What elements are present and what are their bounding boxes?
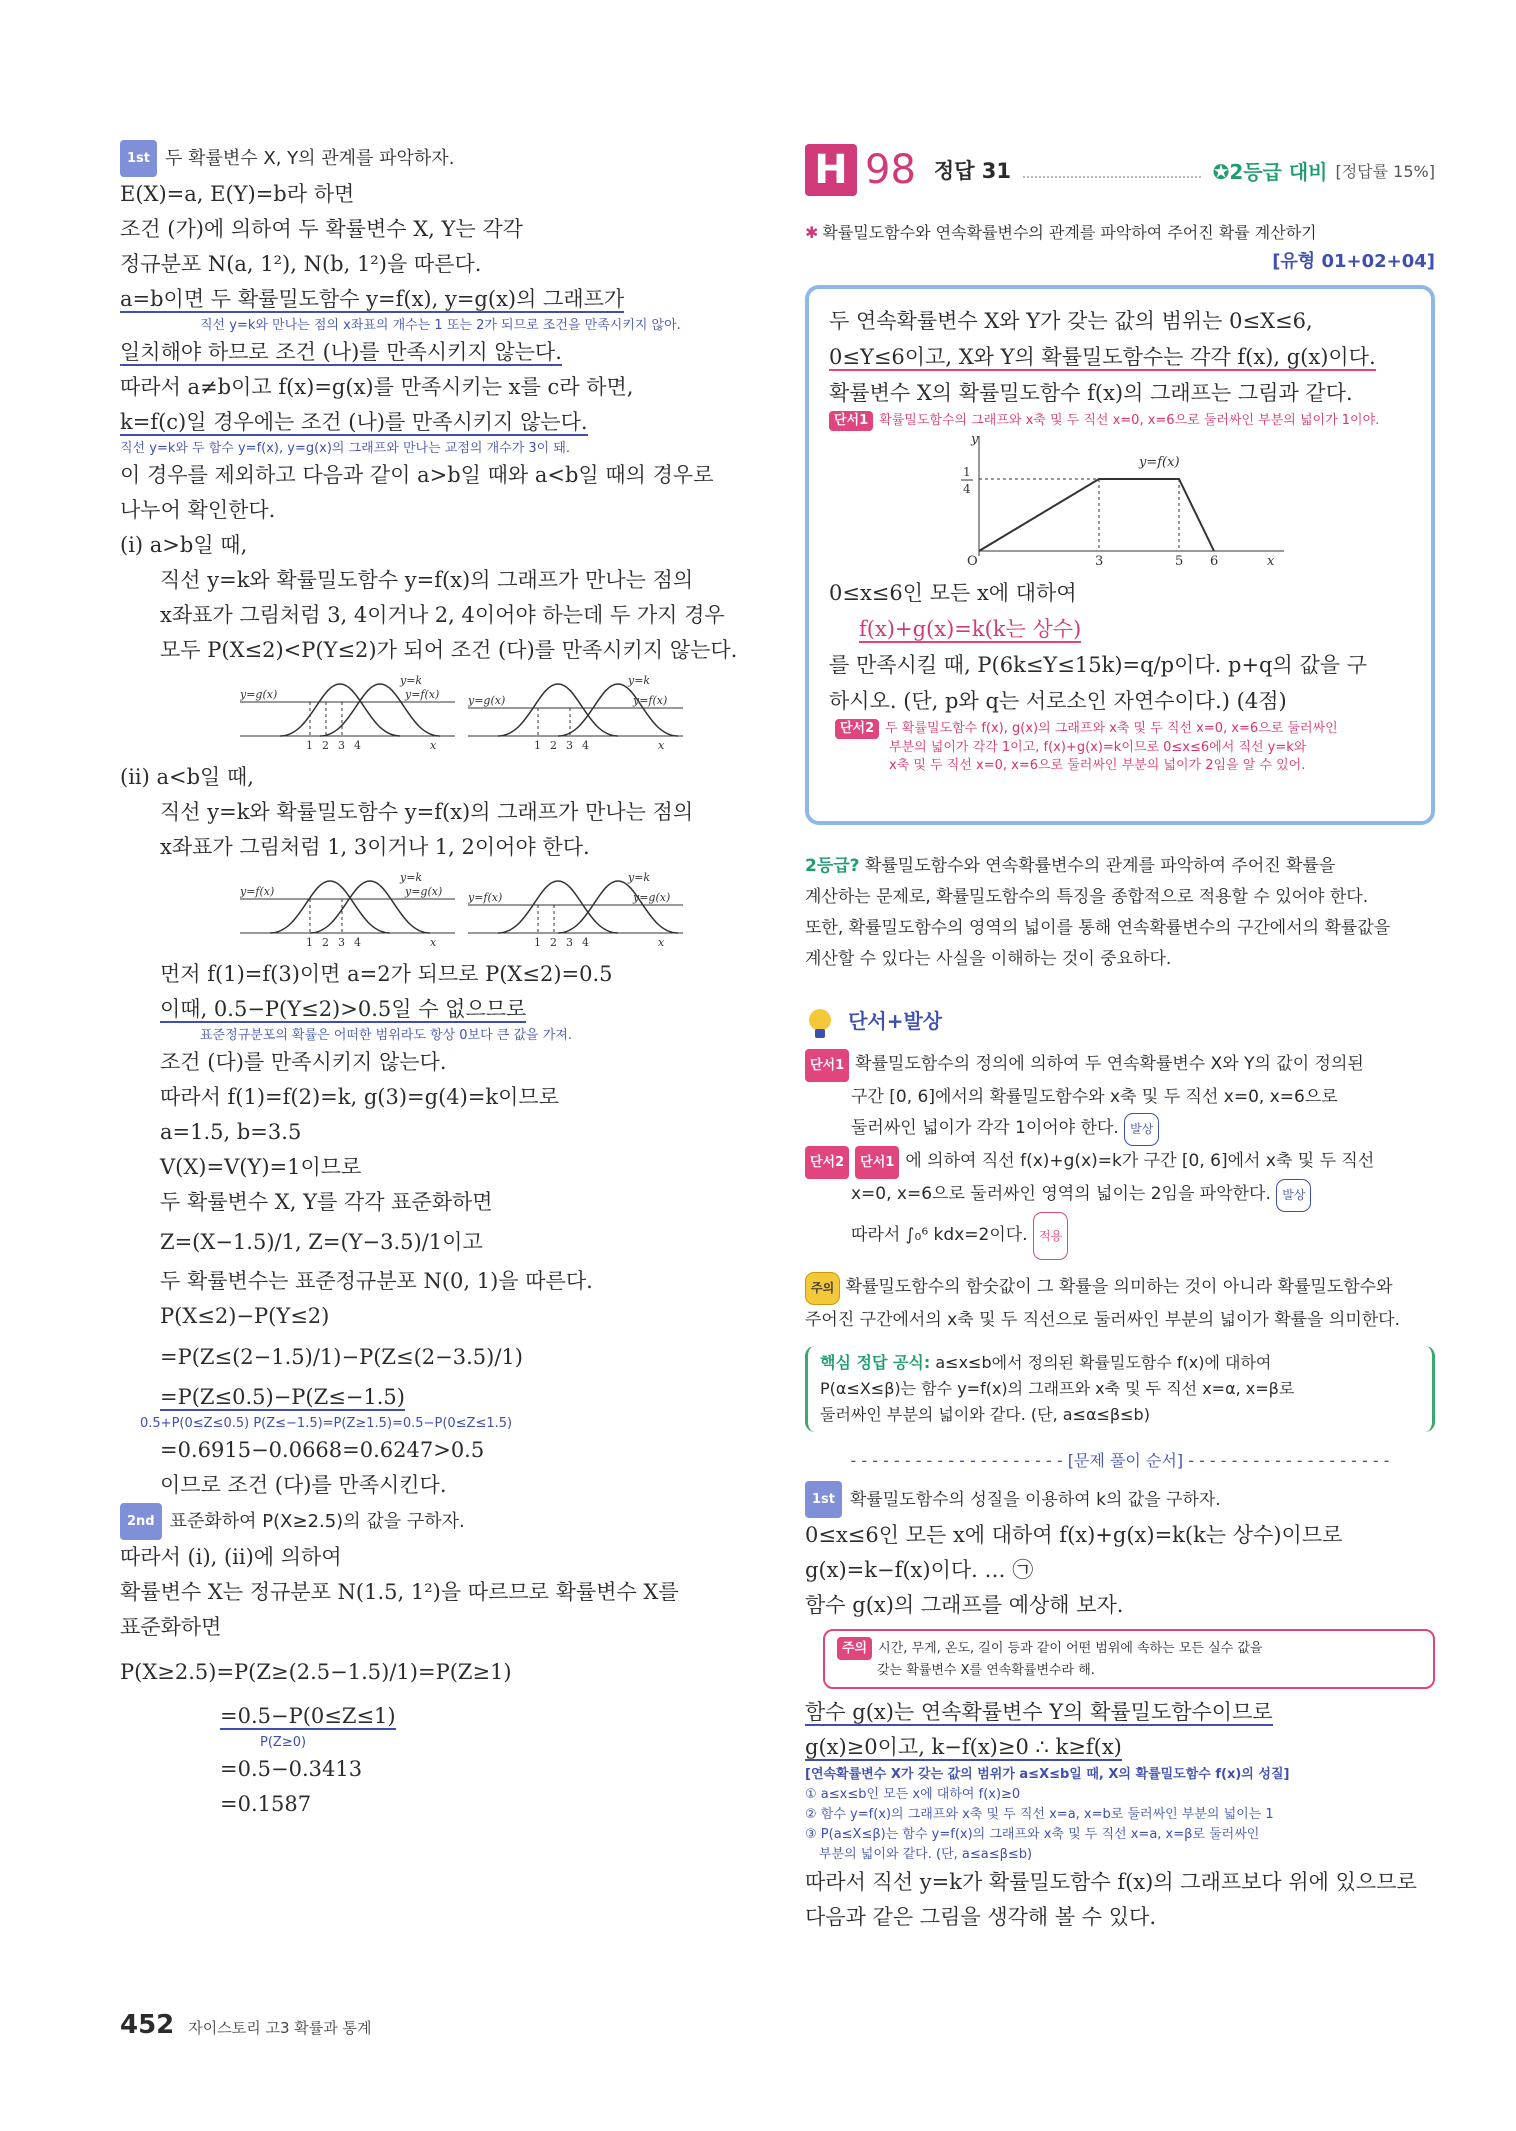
tick: 5 xyxy=(1175,554,1184,569)
tick: 2 xyxy=(322,936,329,949)
clue2-note: 단서2 두 확률밀도함수 f(x), g(x)의 그래프와 x축 및 두 직선 x=0, x=6으로 둘러싸인 xyxy=(829,719,1411,739)
problem-line: 를 만족시킬 때, P(6k≤Y≤15k)=q/p이다. p+q의 값을 구 xyxy=(829,653,1367,677)
grade-label: ✪2등급 대비 xyxy=(1212,159,1328,184)
why-grade2: 2등급? 확률밀도함수와 연속확률변수의 관계를 파악하여 주어진 확률을 xyxy=(805,856,1336,876)
line: 따라서 (i), (ii)에 의하여 xyxy=(120,1545,342,1569)
line: P(X≤2)−P(Y≤2) xyxy=(160,1304,330,1328)
graph-label-f: y=f(x) xyxy=(468,891,503,904)
property-line: ③ P(a≤X≤β)는 함수 y=f(x)의 그래프와 x축 및 두 직선 x=a, x=β로 둘러싸인 xyxy=(805,1826,1260,1842)
problem-topic: ✱ 확률밀도함수와 연속확률변수의 관계를 파악하여 주어진 확률 계산하기 xyxy=(805,223,1317,242)
hint1: 단서1 확률밀도함수의 정의에 의하여 두 연속확률변수 X와 Y의 값이 정의된 xyxy=(805,1049,1435,1082)
step1-heading: 1st 확률밀도함수의 성질을 이용하여 k의 값을 구하자. xyxy=(805,1481,1435,1518)
annotation: P(Z≥0) xyxy=(260,1735,307,1750)
axis-label: x xyxy=(1267,554,1275,569)
problem-line: 하시오. (단, p와 q는 서로소인 자연수이다.) (4점) xyxy=(829,689,1287,713)
line: g(x)≥0이고, k−f(x)≥0 ∴ k≥f(x) xyxy=(805,1734,1122,1759)
hint-heading: 단서+발상 xyxy=(805,1005,1435,1041)
origin: O xyxy=(967,554,978,569)
step2-tag: 2nd xyxy=(120,1503,162,1540)
tick: x xyxy=(430,739,437,752)
tick: 4 xyxy=(582,739,589,752)
accuracy-rate: [정답률 15%] xyxy=(1335,161,1435,181)
tick: 1 xyxy=(534,739,541,752)
line: =P(Z≤(2−1.5)/1)−P(Z≤(2−3.5)/1) xyxy=(160,1345,523,1369)
problem-box xyxy=(805,285,1435,825)
step2-heading: 2nd 표준화하여 P(X≥2.5)의 값을 구하자. xyxy=(120,1503,740,1540)
step1-heading: 1st 두 확률변수 X, Y의 관계를 파악하자. xyxy=(120,140,740,177)
line: x좌표가 그림처럼 3, 4이거나 2, 4이어야 하는데 두 가지 경우 xyxy=(160,603,725,627)
tick: 6 xyxy=(1210,554,1219,569)
case2-graphs xyxy=(120,871,740,951)
line: 정규분포 N(a, 1²), N(b, 1²)을 따른다. xyxy=(120,252,482,276)
tick: 4 xyxy=(354,739,361,752)
normal-curve-graph xyxy=(468,674,688,754)
line: =0.1587 xyxy=(220,1792,312,1816)
graph-label-k: y=k xyxy=(628,674,651,687)
key-line: 핵심 정답 공식: a≤x≤b에서 정의된 확률밀도함수 f(x)에 대하여 xyxy=(820,1352,1272,1372)
hint2: 단서2 단서1 에 의하여 직선 f(x)+g(x)=k가 구간 [0, 6]에서 x축 및 두 직선 xyxy=(805,1146,1435,1179)
caution-line: 주어진 구간에서의 x축 및 두 직선으로 둘러싸인 부분의 넓이가 확률을 의미한다. xyxy=(805,1309,1401,1330)
line: 나누어 확인한다. xyxy=(120,498,276,522)
graph-label-g: y=g(x) xyxy=(468,694,506,707)
normal-curve-graph xyxy=(468,871,688,951)
problem-number: 98 xyxy=(865,147,916,193)
axis-label: y xyxy=(971,432,979,447)
annotation: 표준정규분포의 확률은 어떠한 범위라도 항상 0보다 큰 값을 가져. xyxy=(200,1028,572,1043)
key-line: P(α≤X≤β)는 함수 y=f(x)의 그래프와 x축 및 두 직선 x=α, x=β로 xyxy=(820,1378,1295,1398)
line: k=f(c)일 경우에는 조건 (나)를 만족시키지 않는다. xyxy=(120,410,588,434)
problem-type: [유형 01+02+04] xyxy=(1272,251,1435,272)
why-line: 계산하는 문제로, 확률밀도함수의 특징을 종합적으로 적용할 수 있어야 한다. xyxy=(805,887,1369,907)
problem-line: 두 연속확률변수 X와 Y가 갖는 값의 범위는 0≤X≤6, xyxy=(829,309,1313,333)
line: 따라서 a≠b이고 f(x)=g(x)를 만족시키는 x를 c라 하면, xyxy=(120,375,634,399)
case-heading: (i) a>b일 때, xyxy=(120,533,248,557)
line: 두 확률변수는 표준정규분포 N(0, 1)을 따른다. xyxy=(160,1269,593,1293)
clue1-note: 단서1 확률밀도함수의 그래프와 x축 및 두 직선 x=0, x=6으로 둘러싸인 부분의 넓이가 1이야. xyxy=(829,411,1411,431)
line: 먼저 f(1)=f(3)이면 a=2가 되므로 P(X≤2)=0.5 xyxy=(160,962,613,986)
tick: 3 xyxy=(338,936,345,949)
problem-header xyxy=(805,140,1435,200)
line: 모두 P(X≤2)<P(Y≤2)가 되어 조건 (다)를 만족시키지 않는다. xyxy=(160,638,738,662)
line: 두 확률변수 X, Y를 각각 표준화하면 xyxy=(160,1190,493,1214)
line: 조건 (다)를 만족시키지 않는다. xyxy=(160,1050,447,1074)
line: 확률변수 X는 정규분포 N(1.5, 1²)을 따르므로 확률변수 X를 xyxy=(120,1580,679,1604)
line: 일치해야 하므로 조건 (나)를 만족시키지 않는다. xyxy=(120,340,562,364)
tick: 3 xyxy=(566,936,573,949)
line: x좌표가 그림처럼 1, 3이거나 1, 2이어야 한다. xyxy=(160,835,590,859)
curve-label: y=f(x) xyxy=(1139,455,1180,470)
page-number: 452 xyxy=(120,2010,175,2040)
line: 표준화하면 xyxy=(120,1615,222,1639)
why-badge: 2등급? xyxy=(805,856,860,876)
why-line: 계산할 수 있다는 사실을 이해하는 것이 중요하다. xyxy=(805,949,1172,969)
property-line: ② 함수 y=f(x)의 그래프와 x축 및 두 직선 x=a, x=b로 둘러싸인 부분의 넓이는 1 xyxy=(805,1806,1274,1822)
line: 다음과 같은 그림을 생각해 볼 수 있다. xyxy=(805,1904,1157,1929)
graph-label-g: y=g(x) xyxy=(405,885,443,898)
why-line: 또한, 확률밀도함수의 영역의 넓이를 통해 연속확률변수의 구간에서의 확률값을 xyxy=(805,918,1391,938)
header-dots xyxy=(1023,162,1201,178)
caution: 주의 확률밀도함수의 함숫값이 그 확률을 의미하는 것이 아니라 확률밀도함수와 xyxy=(805,1272,1435,1305)
case-heading: (ii) a<b일 때, xyxy=(120,765,254,789)
hint1-line: 구간 [0, 6]에서의 확률밀도함수와 x축 및 두 직선 x=0, x=6으로 xyxy=(851,1086,1338,1107)
hint3: 따라서 ∫₀⁶ kdx=2이다. 적용 xyxy=(805,1212,1435,1260)
left-column xyxy=(120,140,740,1822)
line: 직선 y=k와 확률밀도함수 y=f(x)의 그래프가 만나는 점의 xyxy=(160,800,694,824)
line: =0.6915−0.0668=0.6247>0.5 xyxy=(160,1438,485,1462)
clue2-note-line: 부분의 넓이가 각각 1이고, f(x)+g(x)=k이므로 0≤x≤6에서 직선 y=k와 xyxy=(889,740,1307,755)
idea-pill: 발상 xyxy=(1276,1179,1311,1212)
tip-box xyxy=(823,1629,1435,1689)
problem-line: 확률변수 X의 확률밀도함수 f(x)의 그래프는 그림과 같다. xyxy=(829,381,1353,405)
solution-order-divider: - - - - - - - - - - - - - - - - - - - - [문제 풀이 순서] - - - - - - - - - - - - - - - - - - - xyxy=(850,1450,1390,1470)
tip-line: 주의 시간, 무게, 온도, 길이 등과 같이 어떤 범위에 속하는 모든 실수 값을 xyxy=(837,1637,1421,1660)
tick: 1 xyxy=(306,739,313,752)
graph-label-g: y=g(x) xyxy=(633,891,671,904)
tick: 1 xyxy=(963,465,971,479)
normal-curve-graph xyxy=(240,871,460,951)
clue2-note-line: x축 및 두 직선 x=0, x=6으로 둘러싸인 부분의 넓이가 2임을 알 수 있어. xyxy=(889,758,1306,773)
apply-pill: 적용 xyxy=(1033,1212,1068,1260)
line: 직선 y=k와 확률밀도함수 y=f(x)의 그래프가 만나는 점의 xyxy=(160,568,694,592)
property-line: ① a≤x≤b인 모든 x에 대하여 f(x)≥0 xyxy=(805,1786,1021,1802)
line: E(X)=a, E(Y)=b라 하면 xyxy=(120,182,355,206)
annotation: 직선 y=k와 만나는 점의 x좌표의 개수는 1 또는 2가 되므로 조건을 만족시키지 않아. xyxy=(200,318,681,333)
line: a=1.5, b=3.5 xyxy=(160,1120,302,1144)
right-column xyxy=(805,140,1435,1935)
asterisk-icon: ✱ xyxy=(805,223,819,242)
key-formula-box xyxy=(805,1346,1435,1432)
graph-label-k: y=k xyxy=(400,674,423,687)
annotation: 0.5+P(0≤Z≤0.5) P(Z≤−1.5)=P(Z≥1.5)=0.5−P(0≤Z≤1.5) xyxy=(140,1416,513,1431)
answer-label: 정답 31 xyxy=(933,159,1012,183)
graph-label-k: y=k xyxy=(400,871,423,884)
tick: 2 xyxy=(550,936,557,949)
hint1-line: 둘러싸인 넓이가 각각 1이어야 한다. 발상 xyxy=(805,1113,1435,1146)
book-title: 자이스토리 고3 확률과 통계 xyxy=(188,2019,372,2037)
graph-label-f: y=f(x) xyxy=(240,885,275,898)
line: =P(Z≤0.5)−P(Z≤−1.5) xyxy=(160,1385,405,1409)
page-footer xyxy=(120,2010,372,2040)
tick: 1 xyxy=(534,936,541,949)
line: 함수 g(x)는 연속확률변수 Y의 확률밀도함수이므로 xyxy=(805,1699,1273,1724)
line: a=b이면 두 확률밀도함수 y=f(x), y=g(x)의 그래프가 xyxy=(120,287,625,311)
line: Z=(X−1.5)/1, Z=(Y−3.5)/1이고 xyxy=(160,1230,483,1254)
tick: 3 xyxy=(338,739,345,752)
tick: x xyxy=(658,739,665,752)
tick: x xyxy=(430,936,437,949)
density-graph xyxy=(949,431,1289,571)
tick: x xyxy=(658,936,665,949)
graph-label-f: y=f(x) xyxy=(633,694,668,707)
idea-pill: 발상 xyxy=(1124,1113,1159,1146)
normal-curve-graph xyxy=(240,674,460,754)
line: g(x)=k−f(x)이다. … ㉠ xyxy=(805,1557,1034,1582)
tip-line: 갖는 확률변수 X를 연속확률변수라 해. xyxy=(877,1662,1095,1678)
line: 이므로 조건 (다)를 만족시킨다. xyxy=(160,1473,447,1497)
line: 조건 (가)에 의하여 두 확률변수 X, Y는 각각 xyxy=(120,217,523,241)
lightbulb-icon xyxy=(805,1007,835,1041)
line: 따라서 f(1)=f(2)=k, g(3)=g(4)=k이므로 xyxy=(160,1085,559,1109)
tick: 2 xyxy=(322,739,329,752)
line: =0.5−0.3413 xyxy=(220,1757,363,1781)
tick: 4 xyxy=(354,936,361,949)
property-title: [연속확률변수 X가 갖는 값의 범위가 a≤X≤b일 때, X의 확률밀도함수 f(x)의 성질] xyxy=(805,1766,1290,1782)
problem-line: 0≤Y≤6이고, X와 Y의 확률밀도함수는 각각 f(x), g(x)이다. xyxy=(829,345,1376,369)
line: 0≤x≤6인 모든 x에 대하여 f(x)+g(x)=k(k는 상수)이므로 xyxy=(805,1522,1343,1547)
line: =0.5−P(0≤Z≤1) xyxy=(220,1704,396,1728)
line: V(X)=V(Y)=1이므로 xyxy=(160,1155,362,1179)
key-line: 둘러싸인 부분의 넓이와 같다. (단, a≤α≤β≤b) xyxy=(820,1404,1150,1424)
graph-label-g: y=g(x) xyxy=(240,688,278,701)
line: 함수 g(x)의 그래프를 예상해 보자. xyxy=(805,1592,1124,1617)
annotation: 직선 y=k와 두 함수 y=f(x), y=g(x)의 그래프와 만나는 교점의 개수가 3이 돼. xyxy=(120,441,571,456)
step1-tag: 1st xyxy=(120,140,157,177)
case1-graphs xyxy=(120,674,740,754)
caution-badge: 주의 xyxy=(805,1272,840,1305)
line: P(X≥2.5)=P(Z≥(2.5−1.5)/1)=P(Z≥1) xyxy=(120,1660,512,1684)
hint2-line: x=0, x=6으로 둘러싸인 영역의 넓이는 2임을 파악한다. 발상 xyxy=(805,1179,1435,1212)
property-line: 부분의 넓이와 같다. (단, a≤a≤β≤b) xyxy=(819,1846,1033,1862)
tick: 2 xyxy=(550,739,557,752)
problem-line: 0≤x≤6인 모든 x에 대하여 xyxy=(829,581,1077,605)
graph-label-k: y=k xyxy=(628,871,651,884)
problem-line: f(x)+g(x)=k(k는 상수) xyxy=(859,617,1082,641)
graph-label-f: y=f(x) xyxy=(405,688,440,701)
tick: 3 xyxy=(1095,554,1104,569)
tick: 4 xyxy=(963,482,971,496)
tick: 4 xyxy=(582,936,589,949)
line: 이때, 0.5−P(Y≤2)>0.5일 수 없으므로 xyxy=(160,997,527,1021)
tick: 1 xyxy=(306,936,313,949)
line: 이 경우를 제외하고 다음과 같이 a>b일 때와 a<b일 때의 경우로 xyxy=(120,463,714,487)
tick: 3 xyxy=(566,739,573,752)
section-h-badge: H xyxy=(805,144,857,196)
line: 따라서 직선 y=k가 확률밀도함수 f(x)의 그래프보다 위에 있으므로 xyxy=(805,1869,1417,1894)
